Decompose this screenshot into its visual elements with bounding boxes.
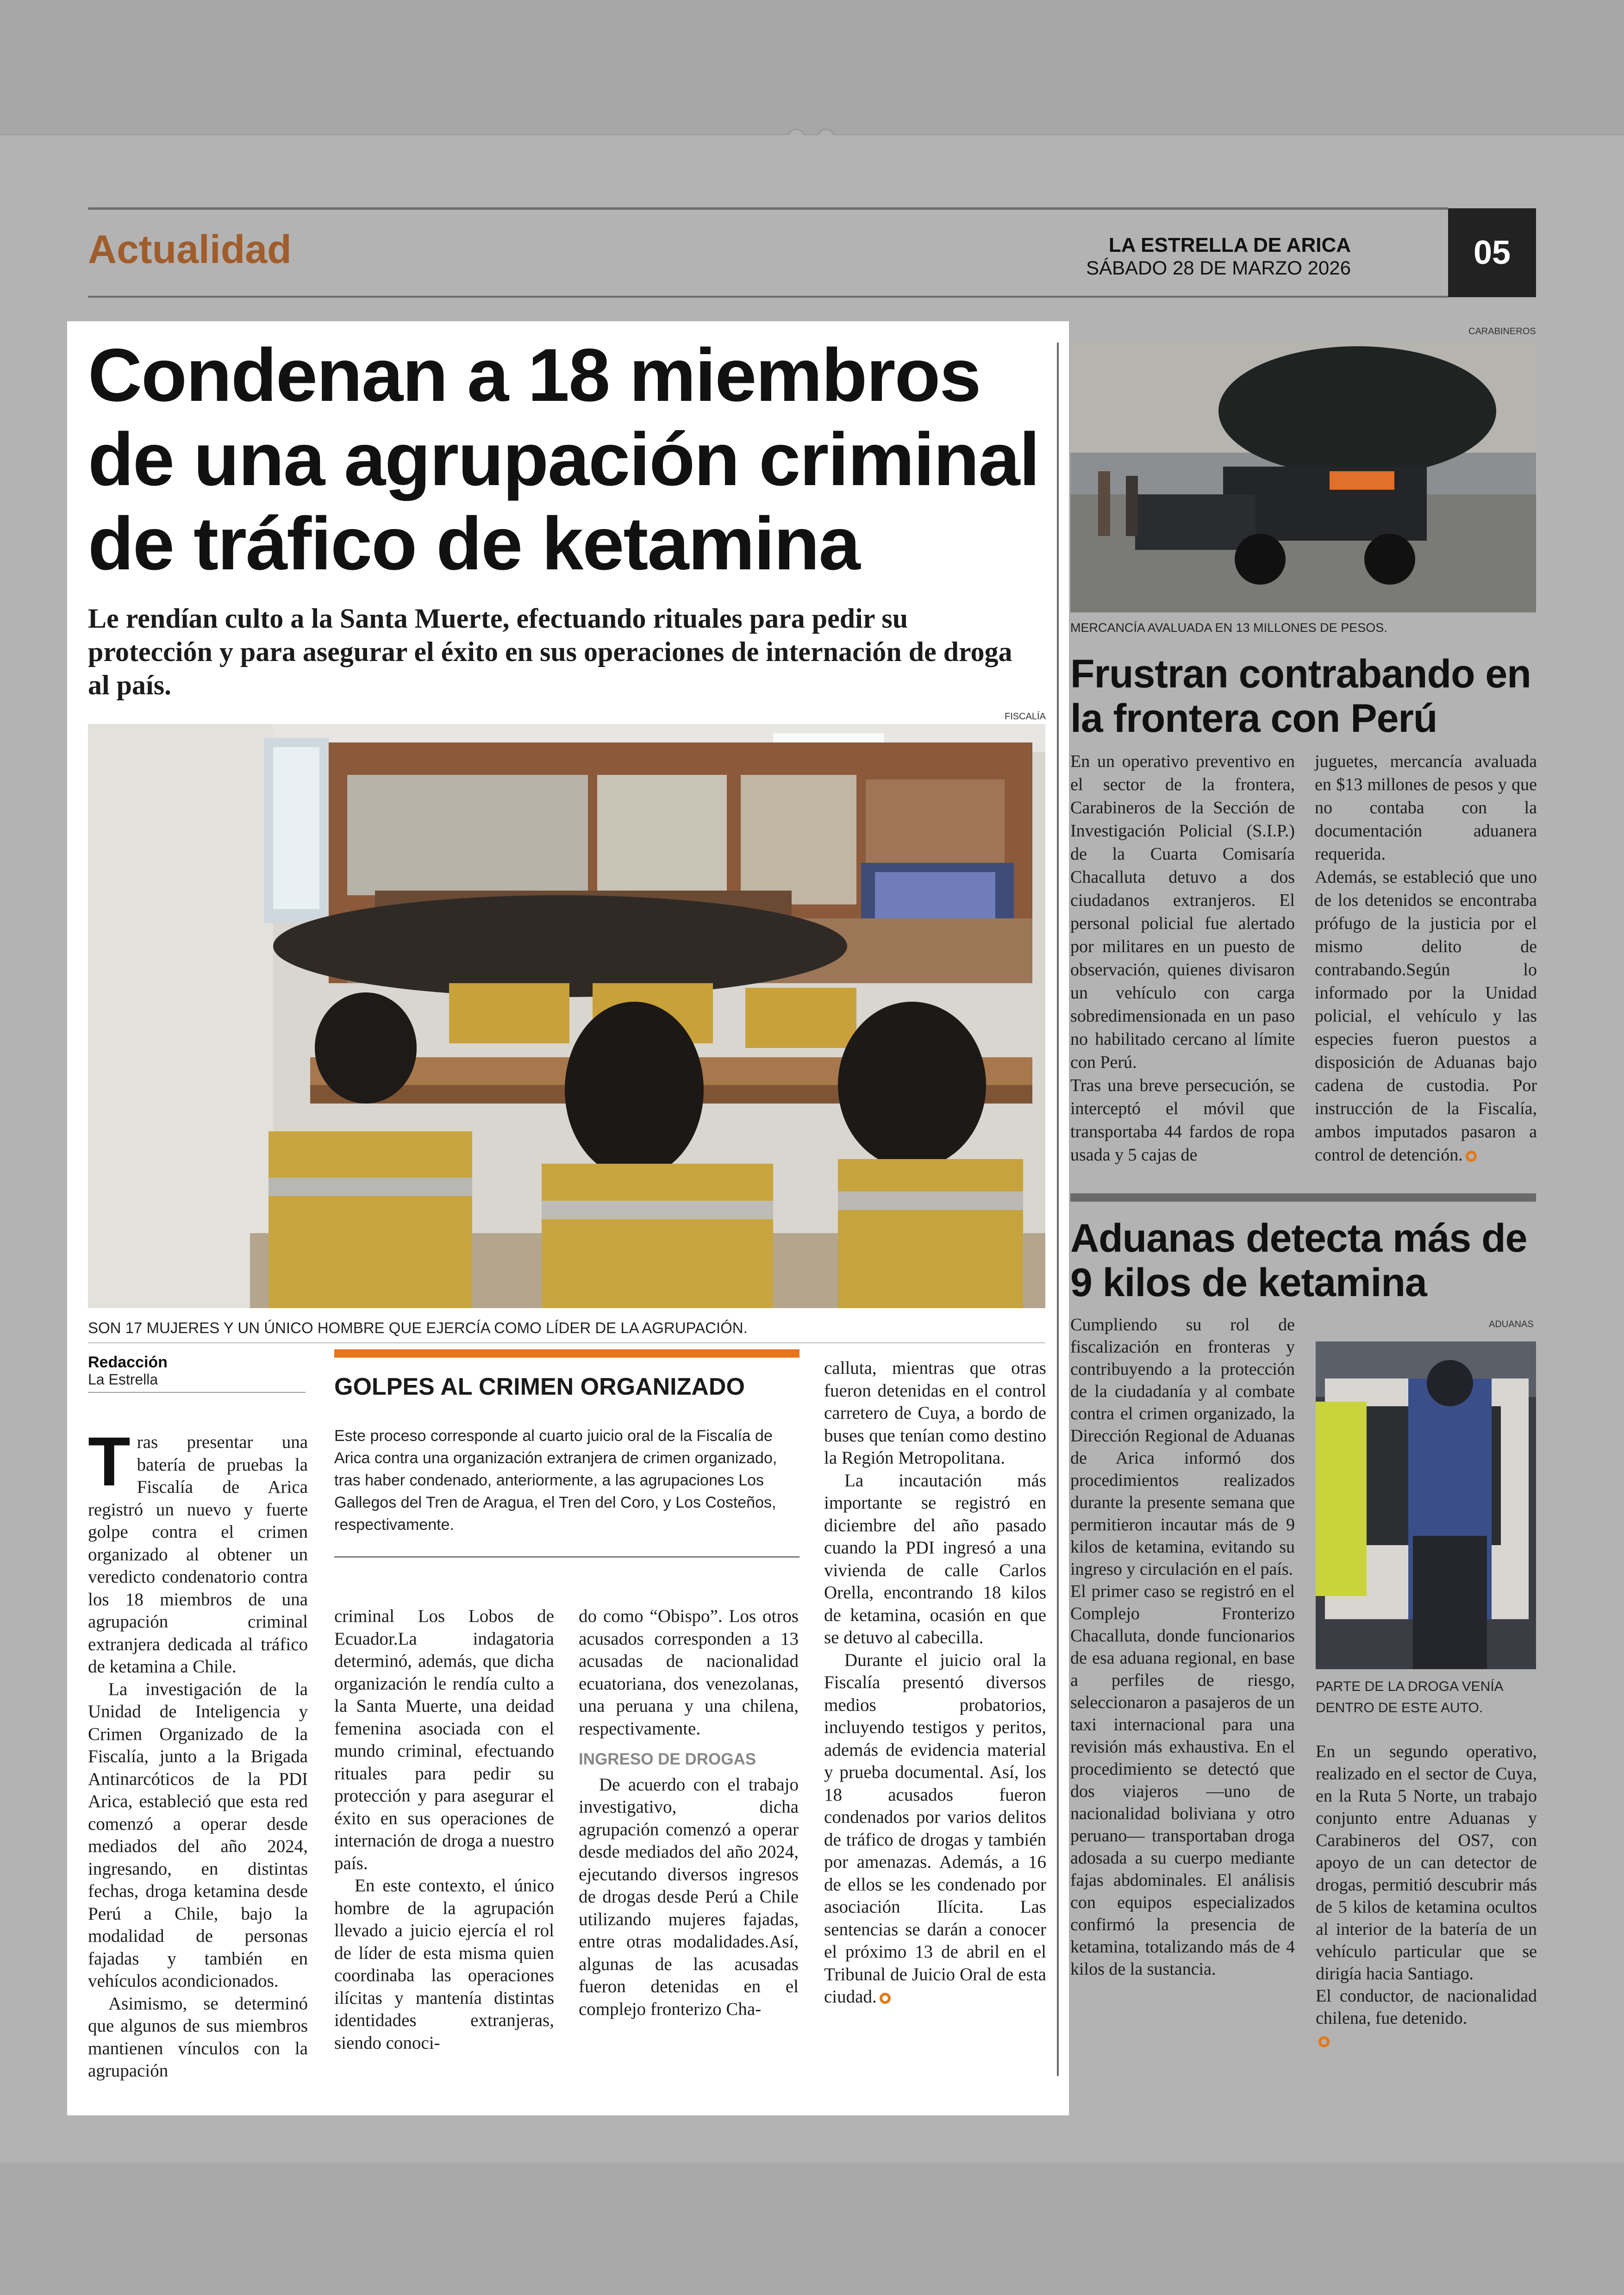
box-body: Este proceso corresponde al cuarto juicio oral de la Fiscalía de Arica contra una organización extranjera de crimen organizado, tras haber condenado, anteriormente, a las agrupaciones Los Gallegos del Tren de Aragua, el Tren del Coro, y Los Costeños, respectivamente. [334,1427,777,1534]
main-paragraph: ras presentar una batería de pruebas la Fiscalía de Arica registró un nuevo y fuerte golpe contra el crimen organizado al obtener un veredicto condenatorio contra los 18 miembros de una agrupación criminal extranjera dedicada al tráfico de ketamina a Chile. [88,1432,308,1677]
side1-paragraph: Tras una breve persecución, se interceptó el móvil que transportaba 44 fardos de ropa usada y 5 cajas de [1070,1076,1295,1165]
side2-paragraph: Cumpliendo su rol de fiscalización en fronteras y contribuyendo a la protección de la ciudadanía y al combate contra el crimen organizado, la Dirección Regional de Aduanas de Arica informó dos procedimientos realizados durante la presente semana que permitieron incautar más de 9 kilos de ketamina, evitando su ingreso y circulación en el país. [1070,1315,1295,1579]
main-headline: Condenan a 18 miembros de una agrupación criminal de tráfico de ketamina [88,333,1039,586]
main-paragraph: do como “Obispo”. Los otros acusados corresponden a 13 acusadas de nacionalidad ecuatoriana, dos venezolanas, una peruana y una chilena, respectivamente. [579,1606,799,1739]
paper-name: LA ESTRELLA DE ARICA [1108,234,1351,256]
box-title: GOLPES AL CRIMEN ORGANIZADO [334,1373,745,1400]
main-subhead: Le rendían culto a la Santa Muerte, efectuando rituales para pedir su protección y para asegurar el éxito en sus operaciones de internación de droga al país. [88,603,1012,700]
main-paragraph: La incautación más importante se registró en diciembre del año pasado cuando la PDI ingresó a una vivienda de calle Carlos Orella, encontrando 18 kilos de ketamina, ocasión en que se detuvo al cabecilla. [824,1470,1046,1647]
side2-photo-caption: PARTE DE LA DROGA VENÍA DENTRO DE ESTE AUTO. [1316,1679,1503,1715]
byline-rule [88,1392,306,1393]
main-column-1 [88,1422,308,2083]
car-inspection-photo [1316,1341,1536,1669]
top-band [0,0,1624,136]
main-paragraph: La investigación de la Unidad de Inteligencia y Crimen Organizado de la Fiscalía, junto a la Brigada Antinarcóticos de la PDI Arica, estableció que esta red comenzó a operar desde mediados del año 2024, ingresando, en distintas fechas, droga ketamina desde Perú a Chile, bajo la modalidad de personas fajadas y también en vehículos acondicionados. [88,1679,308,1991]
side2-headline: Aduanas detecta más de 9 kilos de ketamina [1070,1216,1527,1305]
end-mark-icon [1318,2036,1330,2047]
byline-name: Redacción [88,1353,168,1371]
inline-subtitle: INGRESO DE DROGAS [579,1750,756,1768]
main-paragraph: De acuerdo con el trabajo investigativo, dicha agrupación comenzó a operar desde mediados del año 2024, ejecutando diversos ingresos de drogas desde Perú a Chile utilizando mujeres fajadas, entre otras modalidades.Así, algunas de las acusadas fueron detenidas en el complejo fronterizo Cha- [579,1774,799,2019]
side2-photo-credit: ADUANAS [1489,1319,1534,1329]
main-photo-credit: FISCALÍA [1005,711,1046,722]
side2-column-left [1070,1314,1295,1980]
main-paragraph: calluta, mientras que otras fueron detenidas en el control carretero de Cuya, a bordo de buses que tenían como destino la Región Metropolitana. [824,1358,1046,1468]
drop-cap: T [88,1422,131,1500]
side2-paragraph: El conductor, de nacionalidad chilena, fue detenido. [1316,1986,1537,2028]
main-column-2 [334,1605,554,2054]
page-number: 05 [1448,208,1536,297]
side2-paragraph: En un segundo operativo, realizado en el sector de Cuya, en la Ruta 5 Norte, un trabajo conjunto entre Aduanas y Carabineros del OS7, con apoyo de un can detector de drogas, permitió descubrir más de 5 kilos de ketamina ocultos al interior de la batería de un vehículo particular que se dirigía hacia Santiago. [1316,1742,1537,1983]
side1-photo-caption: MERCANCÍA AVALUADA EN 13 MILLONES DE PESOS. [1070,621,1387,635]
end-mark-icon [880,1993,891,2004]
side2-column-right [1316,1740,1537,2052]
sidebar-divider [1070,1193,1536,1202]
side1-paragraph: Además, se estableció que uno de los detenidos se encontraba prófugo de la justicia por el mismo delito de contrabando.Según lo informado por la Unidad policial, el vehículo y las especies fueron puestos a disposición de Aduanas bajo cadena de custodia. Por instrucción de la Fiscalía, ambos imputados pasaron a control de detención. [1315,867,1537,1165]
side2-paragraph: El primer caso se registró en el Complejo Fronterizo Chacalluta, donde funcionarios de esa aduana regional, en base a perfiles de riesgo, seleccionaron a pasajeros de un taxi internacional para una revisión más exhaustiva. En el procedimiento se detectó que dos viajeros —uno de nacionalidad boliviana y otro peruano— transportaban droga adosada a su cuerpo mediante fajas abdominales. El análisis con equipos especializados confirmó la presencia de ketamina, totalizando más de 4 kilos de la sustancia. [1070,1582,1295,1979]
main-paragraph: Durante el juicio oral la Fiscalía presentó diversos medios probatorios, incluyendo testigos y peritos, además de evidencia material y prueba documental. Así, los 18 acusados fueron condenados por varios delitos de tráfico de drogas y también por amenazas. Además, a 16 de ellos se les condenado por asociación Ilícita. Las sentencias se darán a conocer el próximo 13 de abril en el Tribunal de Juicio Oral de esta ciudad. [824,1650,1046,2007]
side1-headline: Frustran contrabando en la frontera con Perú [1070,652,1531,741]
main-column-3 [579,1605,799,2021]
truck-photo [1070,342,1536,612]
section-label: Actualidad [88,227,292,272]
side1-column-left [1070,750,1295,1166]
byline-org: La Estrella [88,1371,158,1388]
main-column-4 [824,1357,1046,2008]
end-mark-icon [1466,1151,1477,1162]
box-accent-bar [334,1349,800,1358]
header-top-rule [88,207,1448,210]
side1-paragraph: En un operativo preventivo en el sector de la frontera, Carabineros de la Sección de Investigación Policial (S.I.P.) de la Cuarta Comisaría Chacalluta detuvo a dos ciudadanos extranjeros. El personal policial fue alertado por militares en un puesto de observación, quienes divisaron un vehículo con carga sobredimensionada en un paso no habilitado cercano al límite con Perú. [1070,752,1295,1072]
courtroom-photo [88,724,1045,1308]
caption-rule [88,1342,1045,1343]
header-bottom-rule [88,296,1448,298]
box-bottom-rule [334,1556,800,1558]
main-paragraph: En este contexto, el único hombre de la agrupación llevado a juicio ejercía el rol de líder de esta misma quien coordinaba las operaciones ilícitas y mantenía distintas identidades extranjeras, siendo conoci- [334,1876,554,2053]
column-divider [1057,343,1059,2076]
side1-photo-credit: CARABINEROS [1468,326,1536,337]
main-paragraph: criminal Los Lobos de Ecuador.La indagatoria determinó, además, que dicha organización le rendía culto a la Santa Muerte, una deidad femenina asociada con el mundo criminal, efectuando rituales para pedir su protección y para asegurar el éxito en sus operaciones de internación de droga a nuestro país. [334,1606,554,1873]
side1-column-right [1315,750,1537,1166]
side1-paragraph: juguetes, mercancía avaluada en $13 millones de pesos y que no contaba con la documentación aduanera requerida. [1315,752,1537,864]
main-paragraph: Asimismo, se determinó que algunos de sus miembros mantienen vínculos con la agrupación [88,1993,308,2081]
main-photo-caption: SON 17 MUJERES Y UN ÚNICO HOMBRE QUE EJERCÍA COMO LÍDER DE LA AGRUPACIÓN. [88,1319,748,1336]
paper-date: SÁBADO 28 DE MARZO 2026 [1086,257,1351,279]
